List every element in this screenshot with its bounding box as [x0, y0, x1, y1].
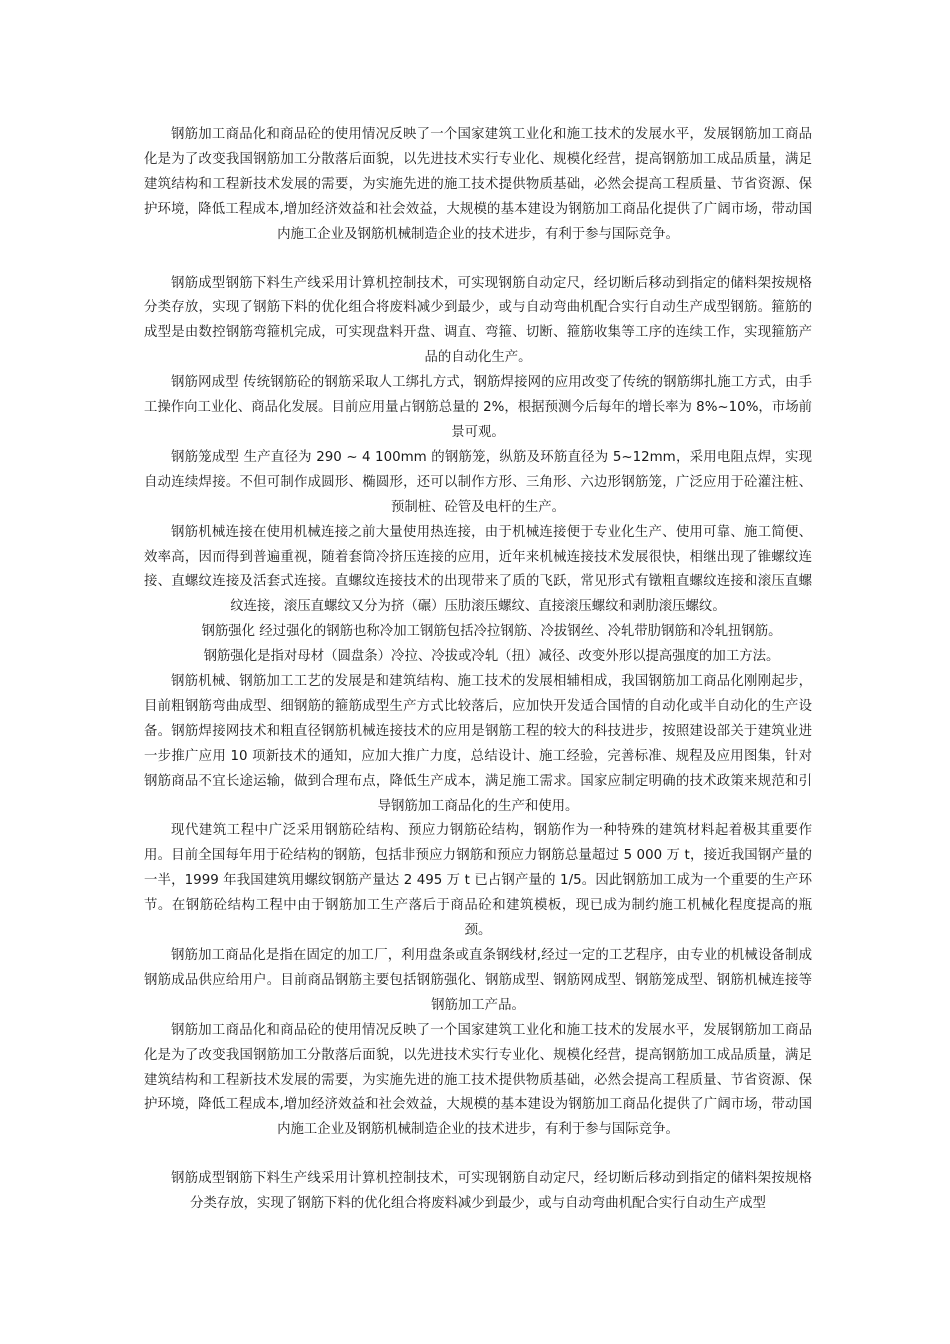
paragraph-commercialization-definition: 钢筋加工商品化是指在固定的加工厂，利用盘条或直条钢线材,经过一定的工艺程序，由专业的机械设备制成钢筋成品供应给用户。目前商品钢筋主要包括钢筋强化、钢筋成型、钢筋网成型、钢筋笼成型、钢筋机械连接等钢筋加工产品。 [144, 948, 812, 1013]
paragraph-cage: 钢筋笼成型 生产直径为 290 ~ 4 100mm 的钢筋笼，纵筋及环筋直径为 5~12mm，采用电阻点焊，实现自动连续焊接。不但可制作成圆形、椭圆形，还可以制作方形、三角形、六边形钢筋笼，广泛应用于砼灌注桩、预制桩、砼管及电杆的生产。 [144, 449, 812, 515]
paragraph-development: 钢筋机械、钢筋加工工艺的发展是和建筑结构、施工技术的发展相辅相成，我国钢筋加工商品化刚刚起步，目前粗钢筋弯曲成型、细钢筋的箍筋成型生产方式比较落后，应加快开发适合国情的自动化或半自动化的生产设备。钢筋焊接网技术和粗直径钢筋机械连接技术的应用是钢筋工程的较大的科技进步，按照建设部关于建筑业进一步推广应用 10 项新技术的通知，应加大推广力度，总结设计、施工经验，完善标准、规程及应用图集，针对钢筋商品不宜长途运输，做到合理布点，降低生产成本，满足施工需求。国家应制定明确的技术政策来规范和引导钢筋加工商品化的生产和使用。 [144, 674, 812, 814]
document-page [144, 123, 812, 1344]
paragraph-modern-construction: 现代建筑工程中广泛采用钢筋砼结构、预应力钢筋砼结构，钢筋作为一种特殊的建筑材料起着极其重要作用。目前全国每年用于砼结构的钢筋，包括非预应力钢筋和预应力钢筋总量超过 5 000 万 t，接近我国钢产量的一半，1999 年我国建筑用螺纹钢筋产量达 2 495 万 t 已占钢产量的 1/5。因此钢筋加工成为一个重要的生产环节。在钢筋砼结构工程中由于钢筋加工生产落后于商品砼和建筑模板，现已成为制约施工机械化程度提高的瓶颈。 [144, 823, 812, 939]
paragraph-intro: 钢筋加工商品化和商品砼的使用情况反映了一个国家建筑工业化和施工技术的发展水平，发展钢筋加工商品化是为了改变我国钢筋加工分散落后面貌，以先进技术实行专业化、规模化经营，提高钢筋加工成品质量，满足建筑结构和工程新技术发展的需要，为实施先进的施工技术提供物质基础，必然会提高工程质量、节省资源、保护环境，降低工程成本,增加经济效益和社会效益，大规模的基本建设为钢筋加工商品化提供了广阔市场，带动国内施工企业及钢筋机械制造企业的技术进步，有利于参与国际竞争。 [144, 127, 812, 242]
paragraph-mechanical-connection: 钢筋机械连接在使用机械连接之前大量使用热连接，由于机械连接便于专业化生产、使用可靠、施工简便、效率高，因而得到普遍重视，随着套筒冷挤压连接的应用，近年来机械连接技术发展很快，相继出现了锥螺纹连接、直螺纹连接及活套式连接。直螺纹连接技术的出现带来了质的飞跃，常见形式有镦粗直螺纹连接和滚压直螺纹连接，滚压直螺纹又分为挤（碾）压肋滚压螺纹、直接滚压螺纹和剥肋滚压螺纹。 [144, 524, 812, 615]
paragraph-intro-repeat: 钢筋加工商品化和商品砼的使用情况反映了一个国家建筑工业化和施工技术的发展水平，发展钢筋加工商品化是为了改变我国钢筋加工分散落后面貌，以先进技术实行专业化、规模化经营，提高钢筋加工成品质量，满足建筑结构和工程新技术发展的需要，为实施先进的施工技术提供物质基础，必然会提高工程质量、节省资源、保护环境，降低工程成本,增加经济效益和社会效益，大规模的基本建设为钢筋加工商品化提供了广阔市场，带动国内施工企业及钢筋机械制造企业的技术进步，有利于参与国际竞争。 [144, 1022, 812, 1138]
paragraph-strengthening-definition: 钢筋强化是指对母材（圆盘条）冷拉、冷拔或冷轧（扭）减径、改变外形以提高强度的加工方法。 [203, 649, 780, 665]
paragraph-forming: 钢筋成型钢筋下料生产线采用计算机控制技术，可实现钢筋自动定尺，经切断后移动到指定的储料架按规格分类存放，实现了钢筋下料的优化组合将废料减少到最少，或与自动弯曲机配合实行自动生产成型钢筋。箍筋的成型是由数控钢筋弯箍机完成，可实现盘料开盘、调直、弯箍、切断、箍筋收集等工序的连续工作，实现箍筋产品的自动化生产。 [144, 275, 812, 366]
paragraph-forming-repeat: 钢筋成型钢筋下料生产线采用计算机控制技术，可实现钢筋自动定尺，经切断后移动到指定的储料架按规格分类存放，实现了钢筋下料的优化组合将废料减少到最少，或与自动弯曲机配合实行自动生产成型 [171, 1171, 812, 1212]
paragraph-strengthening: 钢筋强化 经过强化的钢筋也称冷加工钢筋包括冷拉钢筋、冷拔钢丝、冷轧带肋钢筋和冷轧扭钢筋。 [201, 624, 782, 640]
paragraph-mesh: 钢筋网成型 传统钢筋砼的钢筋采取人工绑扎方式，钢筋焊接网的应用改变了传统的钢筋绑扎施工方式，由手工操作向工业化、商品化发展。目前应用量占钢筋总量的 2%，根据预测今后每年的增长率为 8%~10%，市场前景可观。 [144, 375, 812, 440]
